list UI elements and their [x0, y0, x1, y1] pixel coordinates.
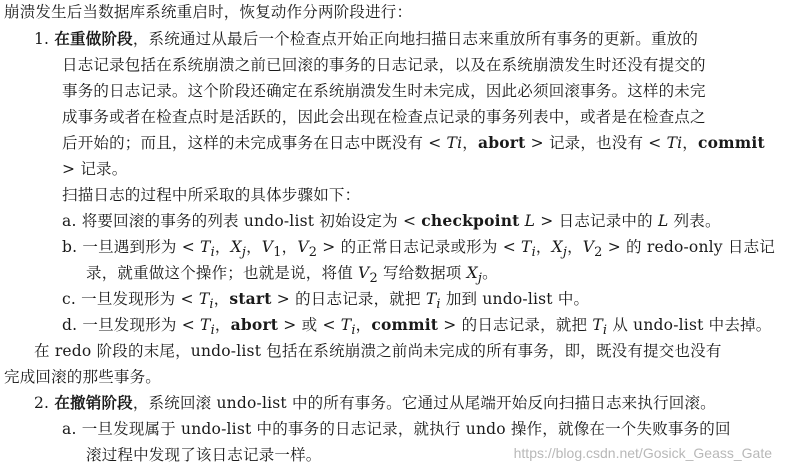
step-d: d. 一旦发现形为 < $T_i$，abort > 或 < $T_i$，commit > 的日志记录，就把 $T_i$ 从 undo-list 中去掉。 — [62, 315, 772, 339]
step-c: c. 一旦发现形为 < $T_i$，start > 的日志记录，就把 $T_i$ 加到 undo-list 中。 — [62, 289, 590, 313]
undo-number: 2. — [34, 394, 50, 412]
redo-title: 在重做阶段 — [54, 29, 133, 48]
undo-step-a-line-1: a. 一旦发现属于 undo-list 中的事务的日志记录，就执行 undo 操作，就像在一个失败事务的回 — [62, 420, 731, 438]
step-b-line-2: 录，就重做这个操作；也就是说，将值 $V_2$ 写给数据项 $X_j$。 — [86, 264, 498, 287]
step-b-line-1: b. 一旦遇到形为 < $T_i$，$X_j$，$V_1$，$V_2$ > 的正常日志记录或形为 < $T_i$，$X_j$，$V_2$ > 的 redo-only 日志记 — [62, 238, 775, 261]
undo-line-1: 2. 在撤销阶段，系统回滚 undo-list 中的所有事务。它通过从尾端开始反向扫描日志来执行回滚。 — [34, 393, 716, 412]
redo-line-5: 后开始的；而且，这样的未完成事务在日志中既没有 < Ti，abort > 记录，也没有 < Ti，commit — [62, 133, 765, 152]
redo-number: 1. — [34, 30, 50, 48]
redo-line-2: 日志记录包括在系统崩溃之前已回滚的事务的日志记录，以及在系统崩溃发生时还没有提交的 — [62, 56, 706, 74]
steps-intro: 扫描日志的过程中所采取的具体步骤如下： — [62, 186, 361, 204]
undo-title: 在撤销阶段 — [54, 393, 133, 412]
undo-step-a-line-2: 滚过程中发现了该日志记录一样。 — [86, 446, 322, 464]
redo-line-6: > 记录。 — [62, 160, 128, 178]
redo-line-1: 1. 在重做阶段，系统通过从最后一个检查点开始正向地扫描日志来重放所有事务的更新。重放的 — [34, 29, 699, 48]
watermark: https://blog.csdn.net/Gosick_Geass_Gate — [513, 445, 772, 461]
step-a: a. 将要回滚的事务的列表 undo-list 初始设定为 < checkpoint L > 日志记录中的 L 列表。 — [62, 211, 721, 230]
redo-end-line-1: 在 redo 阶段的末尾，undo-list 包括在系统崩溃之前尚未完成的所有事务，即，既没有提交也没有 — [34, 342, 722, 360]
redo-end-line-2: 完成回滚的那些事务。 — [4, 368, 162, 386]
redo-line-3: 事务的日志记录。这个阶段还确定在系统崩溃发生时未完成，因此必须回滚事务。这样的未完 — [62, 82, 706, 100]
intro-line: 崩溃发生后当数据库系统重启时，恢复动作分两阶段进行： — [4, 3, 413, 21]
redo-line-4: 成事务或者在检查点时是活跃的，因此会出现在检查点记录的事务列表中，或者是在检查点之 — [62, 108, 706, 126]
